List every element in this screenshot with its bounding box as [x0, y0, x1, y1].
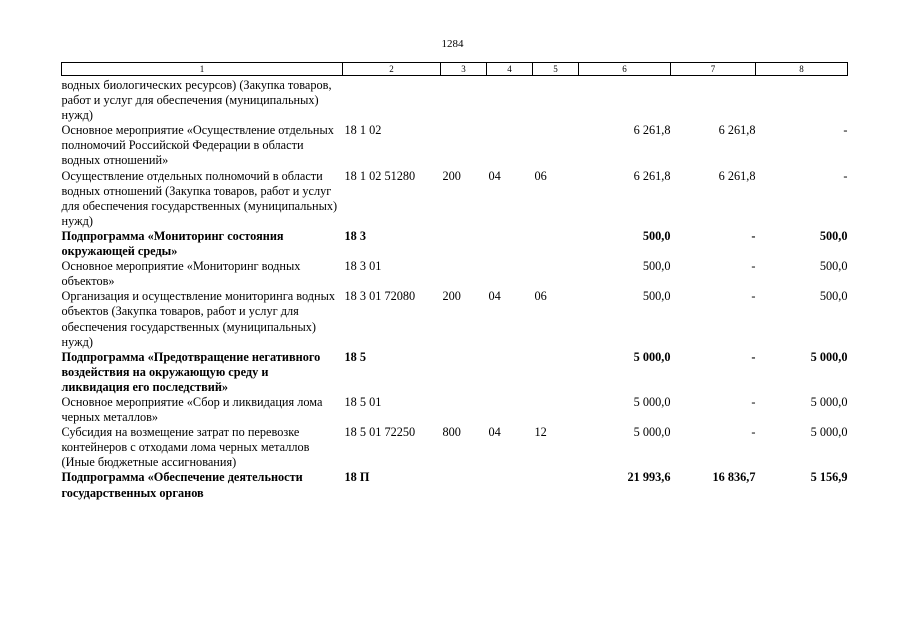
row-name-cell: Субсидия на возмещение затрат по перевозке контейнеров с отходами лома черных металлов (Иные бюджетные ассигнования): [61, 425, 310, 470]
row-federal-cell: -: [751, 289, 756, 304]
row-name-cell: Организация и осуществление мониторинга водных объектов (Закупка товаров, работ и услуг для обеспечения государственных (муниципальных) нужд): [61, 289, 336, 349]
row-name-cell: Подпрограмма «Предотвращение негативного воздействия на окружающую среду и ликвидация его последствий»: [61, 349, 321, 394]
row-section-cell: [487, 470, 533, 500]
row-name-cell: Основное мероприятие «Сбор и ликвидация лома черных металлов»: [61, 394, 323, 425]
row-subsection-cell: [533, 229, 579, 259]
row-section-cell: 04: [488, 168, 501, 183]
row-section-cell: [487, 395, 533, 425]
row-section-cell: 04: [488, 425, 501, 440]
row-federal-cell: [671, 76, 756, 124]
row-total-cell: 5 000,0: [633, 394, 671, 409]
row-regional-cell: -: [843, 168, 848, 183]
row-total-cell: 500,0: [642, 259, 671, 274]
table-row: [62, 123, 848, 168]
row-expense-type-cell: [441, 395, 487, 425]
row-expense-type-cell: 800: [442, 425, 461, 440]
row-total-cell: 6 261,8: [633, 123, 671, 138]
row-regional-cell: 5 000,0: [810, 394, 848, 409]
row-regional-cell: -: [843, 123, 848, 138]
table-row: [62, 289, 848, 349]
row-expense-type-cell: [441, 470, 487, 500]
row-expense-type-cell: 200: [442, 289, 461, 304]
row-federal-cell: 6 261,8: [718, 168, 756, 183]
table-row: [62, 395, 848, 425]
table-row: [62, 470, 848, 500]
row-federal-cell: -: [751, 228, 756, 243]
row-federal-cell: -: [751, 349, 756, 364]
row-code-cell: 18 5 01 72250: [344, 425, 416, 440]
row-code-cell: 18 3: [344, 228, 367, 243]
column-header-7: 7: [671, 63, 756, 76]
column-header-2: 2: [343, 63, 441, 76]
row-total-cell: 500,0: [642, 289, 671, 304]
row-code-cell: 18 1 02: [344, 123, 382, 138]
row-subsection-cell: [533, 259, 579, 289]
row-expense-type-cell: [441, 259, 487, 289]
row-section-cell: [487, 350, 533, 395]
row-subsection-cell: [533, 123, 579, 168]
table-row: [62, 229, 848, 259]
row-total-cell: 5 000,0: [633, 425, 671, 440]
row-expense-type-cell: [441, 350, 487, 395]
row-total-cell: 5 000,0: [633, 349, 671, 364]
page-number: 1284: [441, 38, 464, 50]
budget-table: [61, 62, 848, 501]
row-code-cell: 18 3 01: [344, 259, 382, 274]
table-row: [62, 350, 848, 395]
row-name-cell: Осуществление отдельных полномочий в области водных отношений (Закупка товаров, работ и услуг для обеспечения государственных (муниципальных) нужд): [61, 168, 338, 228]
row-section-cell: 04: [488, 289, 501, 304]
row-code-cell: 18 5: [344, 349, 367, 364]
table-row: [62, 76, 848, 124]
row-regional-cell: 500,0: [819, 289, 848, 304]
row-code-cell: 18 3 01 72080: [344, 289, 416, 304]
row-regional-cell: 500,0: [819, 259, 848, 274]
column-header-4: 4: [487, 63, 533, 76]
column-header-5: 5: [533, 63, 579, 76]
row-name-cell: Основное мероприятие «Осуществление отдельных полномочий Российской Федерации в области водных отношений»: [61, 123, 334, 168]
table-row: [62, 259, 848, 289]
row-expense-type-cell: [441, 76, 487, 124]
row-code-cell: [343, 76, 441, 124]
row-regional-cell: [756, 76, 848, 124]
row-regional-cell: 5 000,0: [810, 425, 848, 440]
row-section-cell: [487, 123, 533, 168]
row-name-cell: Основное мероприятие «Мониторинг водных объектов»: [61, 259, 301, 289]
row-subsection-cell: 12: [534, 425, 547, 440]
row-federal-cell: -: [751, 425, 756, 440]
row-subsection-cell: 06: [534, 289, 547, 304]
row-total-cell: 500,0: [642, 228, 671, 243]
row-federal-cell: -: [751, 259, 756, 274]
row-expense-type-cell: [441, 229, 487, 259]
column-header-1: 1: [62, 63, 343, 76]
row-federal-cell: 6 261,8: [718, 123, 756, 138]
row-code-cell: 18 5 01: [344, 394, 382, 409]
column-header-6: 6: [579, 63, 671, 76]
row-federal-cell: -: [751, 394, 756, 409]
row-regional-cell: 5 000,0: [810, 349, 848, 364]
row-code-cell: 18 1 02 51280: [344, 168, 416, 183]
row-expense-type-cell: 200: [442, 168, 461, 183]
row-total-cell: 21 993,6: [627, 470, 671, 485]
column-header-3: 3: [441, 63, 487, 76]
column-header-8: 8: [756, 63, 848, 76]
row-subsection-cell: [533, 470, 579, 500]
table-body: [62, 76, 848, 501]
table-header-row: [62, 63, 848, 76]
row-federal-cell: 16 836,7: [712, 470, 756, 485]
row-subsection-cell: 06: [534, 168, 547, 183]
row-subsection-cell: [533, 395, 579, 425]
row-name-cell: Подпрограмма «Мониторинг состояния окружающей среды»: [61, 228, 284, 259]
row-regional-cell: 5 156,9: [810, 470, 848, 485]
row-total-cell: 6 261,8: [633, 168, 671, 183]
row-expense-type-cell: [441, 123, 487, 168]
row-code-cell: 18 П: [344, 470, 370, 485]
row-section-cell: [487, 229, 533, 259]
row-section-cell: [487, 76, 533, 124]
row-regional-cell: 500,0: [819, 228, 848, 243]
row-subsection-cell: [533, 350, 579, 395]
row-name-cell: Подпрограмма «Обеспечение деятельности государственных органов: [61, 470, 303, 500]
row-name-cell: водных биологических ресурсов) (Закупка товаров, работ и услуг для обеспечения (муниципальных) нужд): [61, 78, 332, 123]
row-total-cell: [579, 76, 671, 124]
row-section-cell: [487, 259, 533, 289]
table-row: [62, 425, 848, 470]
table-row: [62, 169, 848, 229]
row-subsection-cell: [533, 76, 579, 124]
